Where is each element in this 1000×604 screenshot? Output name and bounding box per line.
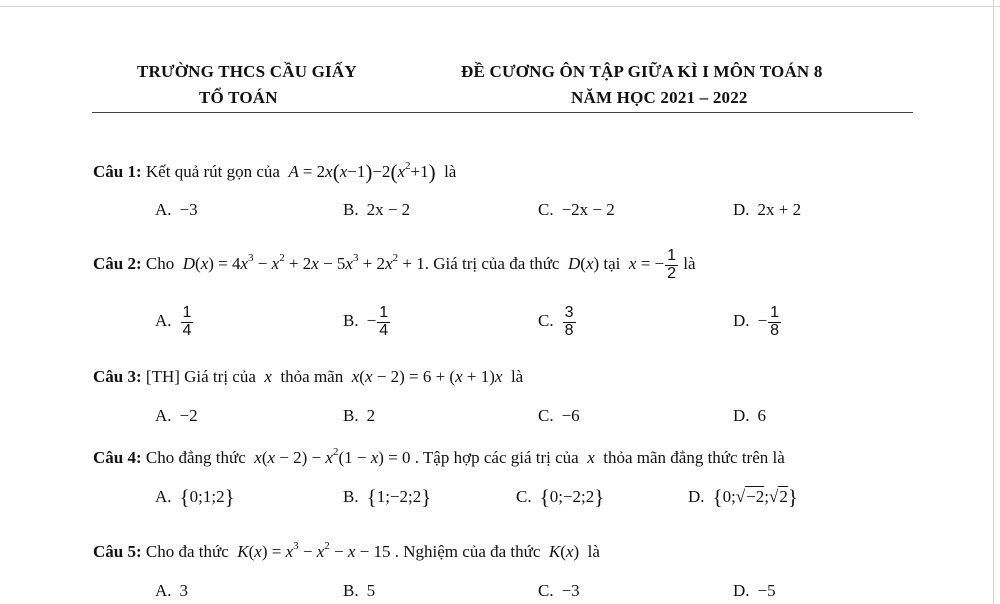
- question-text: [TH] Giá trị của: [145, 367, 256, 386]
- option-a[interactable]: A. −2: [155, 406, 198, 425]
- option-c[interactable]: C. −2x − 2: [538, 200, 615, 219]
- question-text: . Giá trị của đa thức: [424, 254, 560, 274]
- option-a[interactable]: A. 3: [155, 581, 189, 600]
- option-d[interactable]: D. 6: [733, 406, 767, 425]
- question-text: là: [683, 254, 696, 274]
- math-expression: $D(x) = 4x^3 - x^2 + 2x - 5x^3 + 2x^2 + 1$: [178, 252, 425, 274]
- question-5: [93, 540, 600, 562]
- question-text: . Tập hợp các giá trị của: [414, 448, 579, 467]
- option-a[interactable]: A. {0;1;2}: [155, 485, 235, 509]
- question-text: Cho đẳng thức: [145, 448, 246, 467]
- option-c[interactable]: C. −6: [538, 406, 580, 425]
- option-b[interactable]: B. 2x − 2: [343, 200, 411, 219]
- page-edge-top: [0, 6, 1000, 7]
- math-expression: $K(x) = x^3 - x^2 - x - 15$: [233, 540, 391, 561]
- option-b[interactable]: B. − $\frac{1}{4}$: [343, 304, 389, 339]
- page-edge-right: [993, 0, 994, 604]
- question-text: Kết quả rút gọn của: [145, 162, 280, 181]
- option-c[interactable]: C. $\frac{3}{8}$: [538, 304, 574, 339]
- option-b[interactable]: B. 2: [343, 406, 376, 425]
- math-expression: $x(x - 2) - x^2(1 - x) = 0$: [250, 446, 411, 467]
- question-3: [93, 367, 523, 387]
- option-a[interactable]: A. −3: [155, 200, 198, 219]
- math-expression: $A = 2x(x-1)-2(x^2+1)$: [284, 160, 436, 184]
- question-label: Câu 2:: [93, 254, 142, 274]
- option-b[interactable]: B. {1;−2;2}: [343, 485, 432, 509]
- question-label: Câu 1:: [93, 162, 142, 181]
- question-text: Cho đa thức: [145, 542, 229, 561]
- header-rule: [92, 112, 913, 113]
- option-c[interactable]: C. −3: [538, 581, 580, 600]
- option-d[interactable]: D. 2x + 2: [733, 200, 802, 219]
- question-text: thỏa mãn đẳng thức trên là: [603, 448, 785, 467]
- question-4: [93, 446, 785, 468]
- option-d[interactable]: D. − $\frac{1}{8}$: [733, 304, 780, 339]
- document-title: ĐỀ CƯƠNG ÔN TẬP GIỮA KÌ I MÔN TOÁN 8: [461, 62, 823, 81]
- question-2: [93, 248, 696, 283]
- school-name: TRƯỜNG THCS CẦU GIẤY: [137, 62, 357, 81]
- option-b[interactable]: B. 5: [343, 581, 376, 600]
- math-variable: x: [582, 448, 599, 467]
- question-text: thỏa mãn: [280, 367, 344, 386]
- department-name: TỔ TOÁN: [199, 88, 278, 107]
- question-text: là: [587, 542, 600, 561]
- question-text: tại: [603, 254, 621, 274]
- math-expression: x = − $\frac{1}{2}$: [624, 247, 677, 282]
- option-d[interactable]: D. {0;√−2;√2}: [688, 485, 798, 509]
- math-expression: K(x): [544, 542, 580, 561]
- math-variable: x: [260, 367, 277, 386]
- question-label: Câu 3:: [93, 367, 142, 386]
- option-d[interactable]: D. −5: [733, 581, 776, 600]
- option-c[interactable]: C. {0;−2;2}: [516, 485, 605, 509]
- option-a[interactable]: A. $\frac{1}{4}$: [155, 304, 192, 339]
- question-label: Câu 4:: [93, 448, 142, 467]
- math-expression: D(x): [563, 254, 600, 274]
- sqrt-expression: √−2;√2: [735, 487, 788, 506]
- question-1: [93, 160, 456, 183]
- question-text: Cho: [145, 254, 175, 274]
- school-year: NĂM HỌC 2021 – 2022: [571, 88, 748, 107]
- question-label: Câu 5:: [93, 542, 142, 561]
- question-text: . Nghiệm của đa thức: [394, 542, 541, 561]
- question-text: là: [444, 162, 457, 181]
- math-expression: x(x − 2) = 6 + (x + 1)x: [347, 367, 507, 386]
- question-text: là: [510, 367, 524, 386]
